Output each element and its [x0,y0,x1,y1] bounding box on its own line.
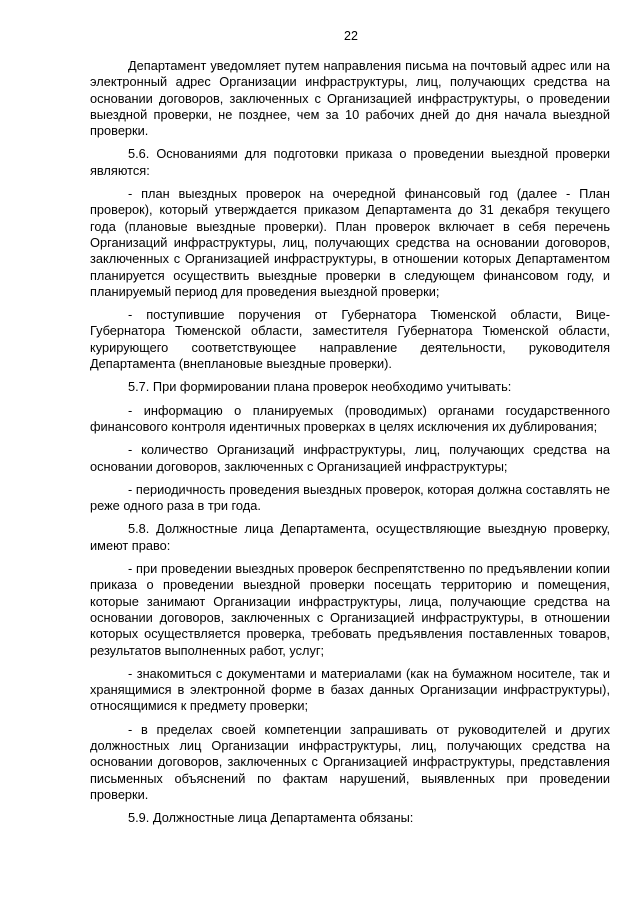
paragraph-documents-access: - знакомиться с документами и материалами (как на бумажном носителе, так и хранящимися в электронной форме в базах данных Организации инфраструктуры), относящимися к предмету проверки; [90,665,610,714]
paragraph-notification: Департамент уведомляет путем направления письма на почтовый адрес или на электронный адрес Организации инфраструктуры, лиц, получающих средства на основании договоров, заключенных с Организацией инфраструктуры, о проведении выездной проверки, не позднее, чем за 10 рабочих дней до дня начала выездной проверки. [90,58,610,139]
page-number: 22 [344,29,358,43]
paragraph-site-access: - при проведении выездных проверок беспрепятственно по предъявлении копии приказа о проведении выездной проверки посещать территорию и помещения, которые занимают Организации инфраструктуры, лица, получающие средства на основании договоров, заключенных с Организацией инфраструктуры, в отношении которых осуществляется проверка, требовать предъявления поставленных товаров, результатов выполненных работ, услуг; [90,561,610,658]
paragraph-5-7-heading: 5.7. При формировании плана проверок необходимо учитывать: [128,379,512,395]
paragraph-organizations-count: - количество Организаций инфраструктуры, лиц, получающих средства на основании договоров, заключенных с Организацией инфраструктуры; [90,442,610,474]
paragraph-5-9-heading: 5.9. Должностные лица Департамента обязаны: [128,810,414,826]
document-page [90,28,610,833]
paragraph-periodicity: - периодичность проведения выездных проверок, которая должна составлять не реже одного раза в три года. [90,481,610,514]
paragraph-5-6-heading: 5.6. Основаниями для подготовки приказа о проведении выездной проверки являются: [90,146,610,178]
paragraph-plan-of-checks: - план выездных проверок на очередной финансовый год (далее - План проверок), который утверждается приказом Департамента до 31 декабря текущего года (плановые выездные проверки). План проверок включает в себя перечень Организаций инфраструктуры, лиц, получающих средства на основании договоров, заключенных с Организацией инфраструктуры, в отношении которых Департаментом планируется осуществить выездные проверки в следующем финансовом году, и планируемый период для проведения выездной проверки; [90,186,610,299]
paragraph-5-8-heading: 5.8. Должностные лица Департамента, осуществляющие выездную проверку, имеют право: [90,521,610,553]
paragraph-planned-checks-info: - информацию о планируемых (проводимых) органами государственного финансового контроля идентичных проверках в целях исключения их дублирования; [90,402,610,434]
paragraph-governor-orders: - поступившие поручения от Губернатора Тюменской области, Вице-Губернатора Тюменской области, заместителя Губернатора Тюменской области, курирующего соответствующее направление деятельности, руководителя Департамента (внеплановые выездные проверки). [90,307,610,372]
paragraph-explanations-request: - в пределах своей компетенции запрашивать от руководителей и других должностных лиц Организации инфраструктуры, лиц, получающих средства на основании договоров, заключенных с Организацией инфраструктуры, представления письменных объяснений по фактам нарушений, выявленных при проведении проверки. [90,721,610,802]
